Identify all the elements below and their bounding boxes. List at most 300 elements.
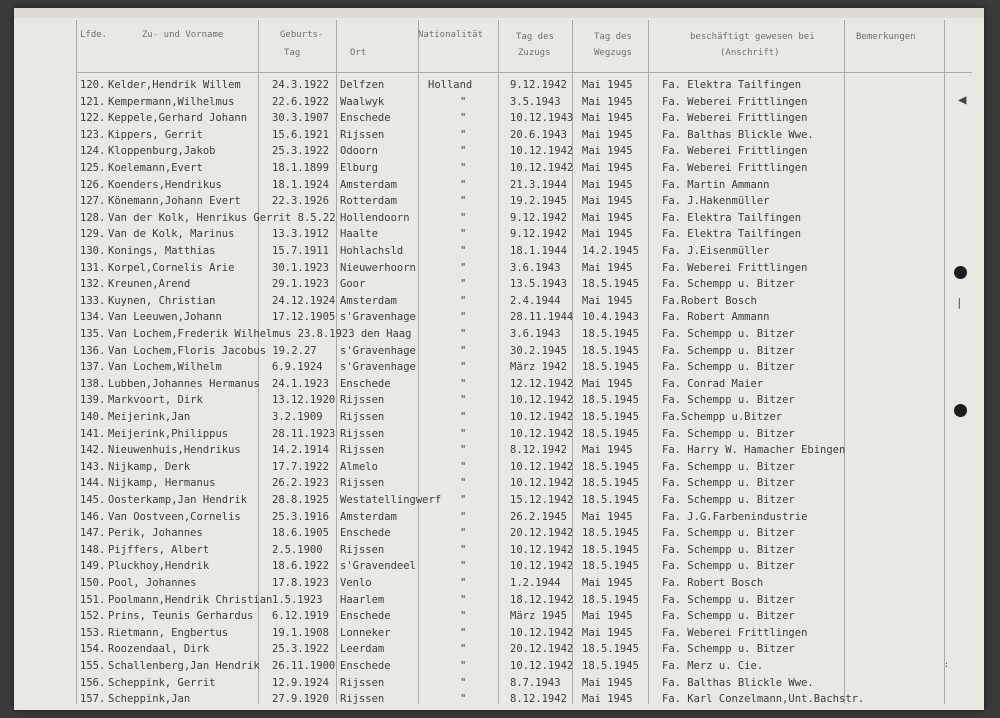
header-beschaeftigt-2: (Anschrift) [720,48,780,58]
cell-wegzug: Mai 1945 [582,112,633,125]
cell-firma: Fa. Schempp u. Bitzer [662,643,795,656]
cell-tag: 28.11.1923 [272,427,336,440]
cell-ort: Amsterdam [340,510,397,523]
margin-tick: : [944,660,949,669]
margin-tick: | [956,296,963,309]
cell-firma: Fa. Harry W. Hamacher Ebingen [662,444,846,457]
cell-wegzug: Mai 1945 [582,294,633,307]
cell-ort: Venlo [340,577,372,589]
cell-tag: 15.6.1921 [272,128,329,141]
cell-nr: 135. [80,328,106,340]
cell-name: Kippers, Gerrit [108,128,203,141]
header-rule [76,72,972,73]
cell-name: Meijerink,Philippus [108,427,229,440]
cell-tag: 14.2.1914 [272,444,329,457]
cell-nat: " [460,510,467,523]
cell-zuzug: 20.12.1942 [510,643,574,656]
cell-firma: Fa. Merz u. Cie. [662,660,764,672]
cell-name: Van de Kolk, Marinus [108,228,235,241]
cell-nr: 141. [80,427,106,440]
cell-nr: 128. [80,211,106,224]
cell-tag: 22.3.1926 [272,195,329,208]
cell-nr: 127. [80,195,106,208]
cell-wegzug: Mai 1945 [582,178,633,191]
cell-ort: Amsterdam [340,178,397,191]
cell-zuzug: 9.12.1942 [510,79,567,91]
cell-name: Rietmann, Engbertus [108,626,229,639]
cell-nr: 142. [80,444,106,457]
header-name: Zu- und Vorname [142,30,224,40]
cell-zuzug: 20.12.1942 [510,527,574,540]
cell-tag: 18.6.1905 [272,527,329,540]
cell-firma: Fa. Martin Ammann [662,178,770,191]
cell-ort: Lonneker [340,626,391,639]
cell-nr: 139. [80,394,106,407]
cell-wegzug: Mai 1945 [582,79,633,91]
cell-tag: 29.1.1923 [272,278,329,291]
cell-ort: Goor [340,278,366,291]
cell-firma: Fa. Weberei Frittlingen [662,95,808,108]
cell-zuzug: 8.12.1942 [510,444,567,457]
top-shadow-band [14,8,984,18]
cell-nat: " [460,693,467,706]
cell-wegzug: 18.5.1945 [582,361,639,374]
cell-ort: Rijssen [340,444,385,457]
cell-wegzug: 18.5.1945 [582,660,639,672]
cell-firma: Fa. Schempp u. Bitzer [662,344,795,357]
cell-ort: Waalwyk [340,95,385,108]
cell-ort: Haalte [340,228,378,241]
punch-hole [954,404,967,417]
cell-nr: 145. [80,494,106,506]
cell-wegzug: 18.5.1945 [582,278,639,291]
cell-tag: 2.5.1900 [272,543,323,556]
cell-ort: Rijssen [340,676,385,689]
cell-tag: 17.12.1905 [272,311,336,324]
cell-nr: 149. [80,560,106,573]
cell-tag: 24.3.1922 [272,79,329,91]
cell-wegzug: Mai 1945 [582,195,633,208]
cell-firma: Fa. Schempp u. Bitzer [662,560,795,573]
cell-zuzug: 20.6.1943 [510,128,567,141]
cell-name: Perik, Johannes [108,527,203,540]
cell-wegzug: Mai 1945 [582,261,633,274]
cell-wegzug: Mai 1945 [582,626,633,639]
cell-name: Van der Kolk, Henrikus Gerrit 8.5.22 [108,211,336,224]
cell-nat: " [460,560,467,573]
cell-zuzug: 18.1.1944 [510,245,567,257]
cell-tag: 30.1.1923 [272,261,329,274]
cell-firma: Fa. Schempp u. Bitzer [662,328,795,340]
cell-zuzug: 30.2.1945 [510,344,567,357]
cell-nr: 152. [80,610,106,623]
cell-name: Keppele,Gerhard Johann [108,112,248,125]
cell-firma: Fa. Elektra Tailfingen [662,211,802,224]
cell-name: Korpel,Cornelis Arie [108,261,235,274]
cell-nr: 130. [80,245,106,257]
cell-wegzug: 18.5.1945 [582,643,639,656]
cell-zuzug: 9.12.1942 [510,228,567,241]
cell-name: Van Lochem,Frederik Wilhelmus 23.8.1923 den Haag [108,328,412,340]
cell-zuzug: 10.12.1942 [510,162,574,174]
cell-wegzug: 18.5.1945 [582,328,639,340]
cell-firma: Fa. Balthas Blickle Wwe. [662,128,814,141]
cell-tag: 13.3.1912 [272,228,329,241]
cell-nat: " [460,411,467,423]
cell-name: Scheppink, Gerrit [108,676,216,689]
cell-zuzug: 8.7.1943 [510,676,561,689]
cell-wegzug: Mai 1945 [582,211,633,224]
cell-nr: 153. [80,626,106,639]
cell-nr: 125. [80,162,106,174]
cell-firma: Fa. Schempp u. Bitzer [662,477,795,490]
cell-wegzug: 14.2.1945 [582,245,639,257]
cell-tag: 25.3.1922 [272,643,329,656]
cell-name: Kempermann,Wilhelmus [108,95,235,108]
cell-ort: Rijssen [340,394,385,407]
cell-name: Pool, Johannes [108,577,197,589]
cell-ort: Almelo [340,460,378,473]
cell-tag: 18.6.1922 [272,560,329,573]
cell-zuzug: 3.5.1943 [510,95,561,108]
cell-nat: " [460,527,467,540]
cell-wegzug: 18.5.1945 [582,527,639,540]
cell-nat: " [460,195,467,208]
cell-tag: 6.9.1924 [272,361,323,374]
column-rule [844,20,845,704]
cell-nr: 147. [80,527,106,540]
cell-name: Poolmann,Hendrik Christian [108,593,273,606]
cell-name: Van Leeuwen,Johann [108,311,222,324]
cell-nat: " [460,444,467,457]
cell-zuzug: März 1942 [510,361,567,374]
cell-zuzug: 10.12.1942 [510,543,574,556]
punch-hole [954,266,967,279]
cell-zuzug: 10.12.1942 [510,660,574,672]
cell-name: Roozendaal, Dirk [108,643,210,656]
cell-zuzug: 19.2.1945 [510,195,567,208]
cell-name: Lubben,Johannes Hermanus [108,377,260,390]
cell-wegzug: 18.5.1945 [582,494,639,506]
cell-wegzug: Mai 1945 [582,95,633,108]
cell-nat: " [460,178,467,191]
column-rule [418,20,419,704]
cell-ort: Rotterdam [340,195,397,208]
cell-zuzug: 3.6.1943 [510,328,561,340]
cell-name: Meijerink,Jan [108,411,191,423]
cell-wegzug: 18.5.1945 [582,344,639,357]
cell-tag: 28.8.1925 [272,494,329,506]
cell-wegzug: Mai 1945 [582,610,633,623]
cell-nr: 140. [80,411,106,423]
cell-zuzug: 1.2.1944 [510,577,561,589]
cell-nr: 122. [80,112,106,125]
cell-zuzug: 2.4.1944 [510,294,561,307]
cell-nat: " [460,162,467,174]
cell-nat: " [460,626,467,639]
cell-name: Nieuwenhuis,Hendrikus [108,444,241,457]
cell-ort: Elburg [340,162,378,174]
cell-ort: Rijssen [340,693,385,706]
cell-nat: " [460,128,467,141]
cell-firma: Fa. Weberei Frittlingen [662,112,808,125]
header-beschaeftigt-1: beschäftigt gewesen bei [690,32,815,42]
cell-ort: Nieuwerhoorn [340,261,416,274]
cell-ort: Amsterdam [340,294,397,307]
cell-wegzug: Mai 1945 [582,577,633,589]
column-rule [498,20,499,704]
cell-nr: 155. [80,660,106,672]
cell-nr: 120. [80,79,106,91]
cell-name: Kelder,Hendrik Willem [108,79,241,91]
cell-firma: Fa. Weberei Frittlingen [662,626,808,639]
cell-ort: Enschede [340,610,391,623]
cell-nat: " [460,460,467,473]
cell-zuzug: 10.12.1942 [510,626,574,639]
cell-name: Nijkamp, Derk [108,460,191,473]
cell-ort: Hohlachsld [340,245,404,257]
cell-nat: " [460,278,467,291]
cell-nr: 137. [80,361,106,374]
cell-tag: 12.9.1924 [272,676,329,689]
cell-wegzug: Mai 1945 [582,444,633,457]
cell-tag: 17.8.1923 [272,577,329,589]
cell-firma: Fa. Weberei Frittlingen [662,162,808,174]
column-rule [76,20,77,704]
cell-nr: 131. [80,261,106,274]
cell-nr: 148. [80,543,106,556]
header-zuzug-1: Tag des [516,32,554,42]
cell-name: Prins, Teunis Gerhardus [108,610,254,623]
cell-nat: " [460,311,467,324]
cell-tag: 25.3.1922 [272,145,329,158]
cell-firma: Fa. Robert Bosch [662,577,764,589]
cell-tag: 30.3.1907 [272,112,329,125]
cell-zuzug: 28.11.1944 [510,311,574,324]
cell-wegzug: 18.5.1945 [582,411,639,423]
cell-tag: 22.6.1922 [272,95,329,108]
cell-zuzug: 10.12.1942 [510,560,574,573]
cell-nat: " [460,660,467,672]
header-bemerkungen: Bemerkungen [856,32,916,42]
cell-nr: 126. [80,178,106,191]
cell-nr: 129. [80,228,106,241]
cell-nat: " [460,95,467,108]
cell-tag: 1.5.1923 [272,593,323,606]
cell-nr: 132. [80,278,106,291]
cell-tag: 18.1.1899 [272,162,329,174]
cell-firma: Fa. Conrad Maier [662,377,764,390]
cell-wegzug: Mai 1945 [582,693,633,706]
cell-nr: 157. [80,693,106,706]
cell-name: Scheppink,Jan [108,693,191,706]
column-rule [648,20,649,704]
cell-tag: 24.12.1924 [272,294,336,307]
cell-tag: 24.1.1923 [272,377,329,390]
cell-name: Van Lochem,Wilhelm [108,361,222,374]
column-rule [336,20,337,704]
cell-ort: s'Gravenhage [340,361,416,374]
cell-wegzug: Mai 1945 [582,145,633,158]
cell-zuzug: 10.12.1942 [510,460,574,473]
cell-tag: 25.3.1916 [272,510,329,523]
cell-name: Konings, Matthias [108,245,216,257]
cell-zuzug: 10.12.1942 [510,145,574,158]
cell-nat: " [460,394,467,407]
cell-ort: Rijssen [340,128,385,141]
cell-ort: Rijssen [340,477,385,490]
cell-zuzug: 18.12.1942 [510,593,574,606]
cell-ort: Enschede [340,377,391,390]
cell-wegzug: 10.4.1943 [582,311,639,324]
cell-nat: " [460,112,467,125]
cell-firma: Fa. Karl Conzelmann,Unt.Bachstr. [662,693,865,706]
cell-firma: Fa. Schempp u. Bitzer [662,460,795,473]
cell-nat: " [460,477,467,490]
cell-tag: 26.11.1900 [272,660,336,672]
cell-zuzug: 9.12.1942 [510,211,567,224]
cell-firma: Fa.Robert Bosch [662,294,757,307]
cell-firma: Fa.Schempp u.Bitzer [662,411,783,423]
cell-nat: " [460,494,467,506]
header-zuzug-2: Zuzugs [518,48,551,58]
cell-name: Kloppenburg,Jakob [108,145,216,158]
cell-tag: 27.9.1920 [272,693,329,706]
cell-tag: 19.1.1908 [272,626,329,639]
cell-nr: 121. [80,95,106,108]
cell-firma: Fa. Weberei Frittlingen [662,261,808,274]
cell-nat: " [460,676,467,689]
cell-zuzug: 12.12.1942 [510,377,574,390]
header-wegzug-1: Tag des [594,32,632,42]
cell-tag: 6.12.1919 [272,610,329,623]
cell-name: Koelemann,Evert [108,162,203,174]
cell-firma: Fa. J.Hakenmüller [662,195,770,208]
cell-firma: Fa. Balthas Blickle Wwe. [662,676,814,689]
cell-firma: Fa. Weberei Frittlingen [662,145,808,158]
cell-wegzug: 18.5.1945 [582,394,639,407]
cell-zuzug: 3.6.1943 [510,261,561,274]
header-nr: Lfde. [80,30,108,40]
cell-name: Van Lochem,Floris Jacobus 19.2.27 [108,344,317,357]
cell-ort: Haarlem [340,593,385,606]
cell-nr: 138. [80,377,106,390]
cell-wegzug: 18.5.1945 [582,543,639,556]
cell-firma: Fa. Schempp u. Bitzer [662,593,795,606]
cell-wegzug: 18.5.1945 [582,593,639,606]
cell-ort: Rijssen [340,543,385,556]
cell-firma: Fa. Schempp u. Bitzer [662,427,795,440]
cell-wegzug: Mai 1945 [582,128,633,141]
header-geburt-tag: Tag [284,48,301,58]
cell-name: Nijkamp, Hermanus [108,477,216,490]
cell-name: Markvoort, Dirk [108,394,203,407]
cell-firma: Fa. Elektra Tailfingen [662,228,802,241]
cell-ort: Enschede [340,112,391,125]
cell-firma: Fa. Schempp u. Bitzer [662,494,795,506]
cell-tag: 13.12.1920 [272,394,336,407]
cell-tag: 3.2.1909 [272,411,323,423]
cell-firma: Fa. Schempp u. Bitzer [662,394,795,407]
cell-zuzug: 10.12.1943 [510,112,574,125]
cell-nat: " [460,228,467,241]
cell-nat: " [460,145,467,158]
cell-ort: Rijssen [340,427,385,440]
cell-zuzug: 8.12.1942 [510,693,567,706]
cell-firma: Fa. Elektra Tailfingen [662,79,802,91]
cell-nat: " [460,427,467,440]
cell-ort: Delfzen [340,79,385,91]
cell-wegzug: Mai 1945 [582,676,633,689]
cell-tag: 15.7.1911 [272,245,329,257]
cell-name: Pluckhoy,Hendrik [108,560,210,573]
cell-zuzug: 10.12.1942 [510,394,574,407]
cell-nat: " [460,294,467,307]
cell-nat: " [460,328,467,340]
cell-zuzug: 15.12.1942 [510,494,574,506]
cell-firma: Fa. J.Eisenmüller [662,245,770,257]
cell-nat: " [460,361,467,374]
fold-mark-icon: ◀ [958,92,967,108]
cell-wegzug: 18.5.1945 [582,560,639,573]
cell-ort: Odoorn [340,145,378,158]
cell-zuzug: 10.12.1942 [510,411,574,423]
cell-ort: Rijssen [340,411,385,423]
cell-zuzug: 13.5.1943 [510,278,567,291]
cell-nr: 154. [80,643,106,656]
cell-nat: " [460,245,467,257]
cell-nat: " [460,344,467,357]
cell-firma: Fa. Schempp u. Bitzer [662,527,795,540]
header-wegzug-2: Wegzugs [594,48,632,58]
cell-nr: 144. [80,477,106,490]
cell-ort: Leerdam [340,643,385,656]
cell-firma: Fa. Robert Ammann [662,311,770,324]
cell-name: Oosterkamp,Jan Hendrik [108,494,248,506]
cell-ort: s'Gravenhage [340,344,416,357]
cell-wegzug: Mai 1945 [582,228,633,241]
cell-ort: Hollendoorn [340,211,410,224]
cell-ort: Westatellingwerf [340,494,442,506]
cell-tag: 26.2.1923 [272,477,329,490]
cell-nat: " [460,543,467,556]
cell-tag: 17.7.1922 [272,460,329,473]
cell-nat: " [460,211,467,224]
cell-firma: Fa. Schempp u. Bitzer [662,361,795,374]
cell-nat: Holland [428,79,473,91]
cell-firma: Fa. J.G.Farbenindustrie [662,510,808,523]
header-geburt-ort: Ort [350,48,367,58]
cell-ort: s'Gravenhage [340,311,416,324]
cell-name: Schallenberg,Jan Hendrik [108,660,260,672]
cell-nr: 151. [80,593,106,606]
cell-nr: 123. [80,128,106,141]
cell-name: Pijffers, Albert [108,543,210,556]
cell-nat: " [460,261,467,274]
cell-wegzug: Mai 1945 [582,510,633,523]
cell-nr: 150. [80,577,106,589]
cell-wegzug: 18.5.1945 [582,460,639,473]
cell-nat: " [460,577,467,589]
cell-wegzug: 18.5.1945 [582,477,639,490]
cell-nr: 146. [80,510,106,523]
cell-nr: 136. [80,344,106,357]
cell-nat: " [460,643,467,656]
cell-nat: " [460,377,467,390]
cell-nr: 143. [80,460,106,473]
cell-zuzug: 10.12.1942 [510,477,574,490]
document-sheet [14,8,984,710]
